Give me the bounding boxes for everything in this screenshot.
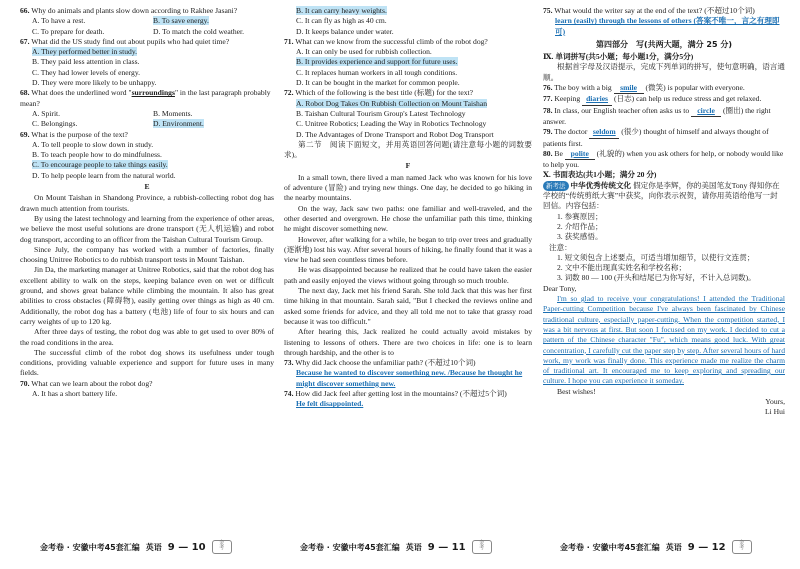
- part-heading: 第四部分 写(共两大题，满分 25 分): [595, 39, 732, 49]
- option-b[interactable]: B. It provides experience and support for future uses.: [296, 57, 458, 67]
- new-format-badge: 新考法: [543, 181, 569, 191]
- list-item: 3. 词数 80 — 100 (开头和结尾已为你写好，不计入总词数)。: [557, 273, 756, 283]
- passage-paragraph: After hearing this, Jack realized he could actually avoid mistakes by listening to lessons of others. There are two choices in life: one is to learn through hardship, and the other is to: [284, 327, 532, 357]
- logo-icon: 金 考: [472, 540, 492, 554]
- question-68: 68. What does the underlined word "surroundings" in the last paragraph probably mean?: [20, 88, 271, 108]
- passage-paragraph: On the way, Jack saw two paths: one familiar and well-traveled, and the other deserted and overgrown. He chose the unfamiliar path this time, thinking he might discover something new.: [284, 203, 532, 234]
- question-80: 80. Be polite (礼貌的) when you ask others for help, or nobody would like to help you.: [543, 148, 784, 170]
- footer-brand: 金考卷 · 安徽中考45套汇编: [40, 542, 140, 552]
- options-71: [284, 47, 532, 88]
- option-c[interactable]: C. To prepare for death.: [32, 26, 105, 36]
- question-74: 74. How did Jack feel after getting lost in the mountains? (不超过5个词): [284, 388, 507, 398]
- list-item: 2. 文中不能出现真实姓名和学校名称；: [557, 263, 687, 273]
- essay-answer[interactable]: I'm so glad to receive your congratulations! I attended the Traditional Paper-cutting Competition because I've always been fascinated by Chinese traditional culture, especially paper-cutting. When the competition started, I was a bit nervous at first. But soon I focused on my work. I decided to cut a pattern of the Chinese character "Fu", which means good luck. With great concentration, I carefully cut the paper step by step. After several hours of hard work, my work was finally done. This experience made me realize the charm of traditional art. It encouraged me to keep exploring and spreading our culture. I hope you can experience it someday.: [543, 294, 785, 386]
- option-a[interactable]: A. To have a rest.: [32, 16, 86, 26]
- option-c[interactable]: C. Belongings.: [32, 119, 78, 129]
- options-69: [20, 140, 274, 181]
- options-70-continued: [284, 6, 532, 37]
- passage-paragraph: On Mount Taishan in Shandong Province, a rubbish-collecting robot dog has drawn much attention from tourists.: [20, 193, 274, 213]
- question-73: 73. Why did Jack choose the unfamiliar path? (不超过10个词): [284, 358, 476, 368]
- option-b[interactable]: B. Taishan Cultural Tourism Group's Latest Technology: [296, 108, 466, 118]
- options-67: [20, 47, 274, 88]
- section-heading: Ⅸ. 单词拼写(共5小题；每小题1分，满分5分): [543, 52, 694, 62]
- blank-76[interactable]: smile: [614, 83, 644, 94]
- answer-74[interactable]: He felt disappointed.: [296, 399, 364, 409]
- page-number: 9 — 12: [687, 541, 726, 553]
- passage-letter: F: [405, 161, 411, 171]
- passage-paragraph: Jin Da, the marketing manager at Unitree Robotics, said that the robot dog has excellent ability to walk on the steps, keeping balance even on wet or difficult ground, and shows great balance while climbing the mountain. It also has great abilities to cross obstacles (障碍物), easily getting over things as high as 40 cm. Additionally, the robot dog has a battery (电池) life of four to six hours and can carry weights of up to 120 kg.: [20, 265, 274, 326]
- question-67: 67. What did the US study find out about pupils who had quiet time?: [20, 36, 230, 46]
- footer-subject: 英语: [145, 542, 162, 552]
- option-a[interactable]: A. It has a short battery life.: [32, 388, 118, 398]
- logo-icon: 金 考: [732, 540, 752, 554]
- footer-brand: 金考卷 · 安徽中考45套汇编: [560, 542, 660, 552]
- option-c[interactable]: C. To encourage people to take things easily.: [32, 160, 168, 170]
- column-left: [20, 6, 274, 399]
- footer-middle: [300, 540, 492, 554]
- writing-prompt: 新考法 中华优秀传统文化 假定你是李辉，你的美国笔友Tony 得知你在学校的“传统剪纸大赛”中获奖，向你表示祝贺，请你用英语给他写一封回信。内容包括：: [543, 180, 780, 211]
- column-right: [543, 6, 785, 418]
- section-instruction: 第二节 阅读下面短文，并用英语回答问题(请注意每小题的词数要求)。: [284, 139, 532, 160]
- blank-78[interactable]: circle: [691, 106, 721, 117]
- option-a[interactable]: A. Robot Dog Takes On Rubbish Collection on Mount Taishan: [296, 98, 488, 108]
- option-c[interactable]: C. It replaces human workers in all tough conditions.: [296, 67, 458, 77]
- logo-icon: 金 考: [212, 540, 232, 554]
- option-d[interactable]: D. To help people learn from the natural world.: [32, 170, 176, 180]
- letter-greeting: Dear Tony,: [543, 283, 577, 293]
- option-d[interactable]: D. It can be bought in the market for common people.: [296, 78, 460, 88]
- question-72: 72. Which of the following is the best title (标题) for the text?: [284, 88, 474, 98]
- passage-paragraph: Since July, the company has worked with a number of factories, finally choosing Unitree Robotics to do rubbish transport tests in Mount Taishan.: [20, 244, 274, 265]
- list-item: 2. 介绍作品；: [557, 221, 603, 231]
- question-70: 70. What can we learn about the robot dog?: [20, 378, 153, 388]
- blank-77[interactable]: diaries: [582, 94, 612, 105]
- blank-79[interactable]: seldom: [589, 127, 619, 138]
- options-68: [20, 109, 274, 130]
- footer-left: [40, 540, 232, 554]
- section-heading: Ⅹ. 书面表达(共1小题；满分 20 分): [543, 170, 657, 180]
- section-instruction: 根据首字母及汉语提示，完成下列单词的拼写，使句意明确，语言通顺。: [543, 62, 785, 82]
- option-a[interactable]: A. To tell people to slow down in study.: [32, 139, 154, 149]
- answer-73[interactable]: Because he wanted to discover something new. /Because he thought he might discover something new.: [296, 368, 523, 388]
- footer-subject: 英语: [405, 542, 422, 552]
- passage-paragraph: The next day, Jack met his friend Sarah. She told Jack that this was her first time hiking in that mountain. Sarah said, "But I checked the reviews online and asked some friends for advice, and they all told me not to take that grassy road because it was too difficult.": [284, 286, 532, 326]
- option-d[interactable]: D. The Advantages of Drone Transport and Robot Dog Transport: [296, 129, 494, 139]
- list-item: 1. 短文须包含上述要点，可适当增加细节，以使行文连贯；: [557, 252, 755, 262]
- passage-paragraph: In a small town, there lived a man named Jack who was known for his love of adventure (冒险) and trying new things. One day, he decided to go hiking in the nearby mountains.: [284, 172, 532, 203]
- footer-right: [560, 540, 752, 554]
- option-c[interactable]: C. They had lower levels of energy.: [32, 67, 141, 77]
- option-b[interactable]: B. It can carry heavy weights.: [296, 6, 387, 15]
- options-70: [20, 389, 274, 399]
- option-b[interactable]: B. To save energy.: [153, 16, 209, 26]
- options-72: [284, 99, 532, 140]
- column-middle: [284, 6, 532, 410]
- passage-paragraph: By using the latest technology and learning from the experience of other areas, we believe the most useful solutions are drone transport (无人机运输) and robot dog transport, according to an officer from the Taishan Cultural Tourism Group.: [20, 213, 274, 244]
- option-a[interactable]: A. They performed better in study.: [32, 47, 138, 57]
- option-b[interactable]: B. To teach people how to do mindfulness.: [32, 150, 162, 160]
- blank-80[interactable]: polite: [565, 149, 595, 160]
- letter-sign-yours: Yours,: [765, 396, 785, 406]
- option-c[interactable]: C. Unitree Robotics; Leading the Way in Robotics Technology: [296, 119, 487, 129]
- page-number: 9 — 10: [167, 541, 206, 553]
- passage-letter: E: [144, 182, 150, 192]
- option-d[interactable]: D. To match the cold weather.: [153, 26, 245, 36]
- options-66: [20, 16, 274, 37]
- option-d[interactable]: D. It keeps balance under water.: [296, 26, 394, 36]
- passage-paragraph: However, after walking for a while, he began to trip over trees and gradually (逐渐地) lost his way. After several hours of hiking, he finally found that it was a view he had seen countless times before.: [284, 234, 532, 265]
- passage-paragraph: The successful climb of the robot dog shows its usefulness under tough conditions, providing valuable experience and support for future uses in many fields.: [20, 347, 274, 378]
- option-a[interactable]: A. It can only be used for rubbish collection.: [296, 47, 432, 57]
- option-a[interactable]: A. Spirit.: [32, 108, 61, 118]
- option-b[interactable]: B. They paid less attention in class.: [32, 57, 140, 67]
- letter-sign-name: Li Hui: [764, 407, 785, 417]
- question-79: 79. The doctor seldom (很少) thought of himself and always thought of patients first.: [543, 127, 769, 148]
- prompt-points: [543, 212, 785, 243]
- passage-paragraph: He was disappointed because he realized that he could have taken the easier path and easily enjoyed the views without going through so much trouble.: [284, 265, 532, 285]
- footer-brand: 金考卷 · 安徽中考45套汇编: [300, 542, 400, 552]
- question-69: 69. What is the purpose of the text?: [20, 129, 128, 139]
- option-d[interactable]: D. They were more likely to be unhappy.: [32, 78, 157, 88]
- list-item: 3. 获奖感悟。: [557, 232, 603, 242]
- page-number: 9 — 11: [427, 541, 466, 553]
- option-d[interactable]: D. Environment.: [153, 119, 204, 129]
- list-item: 1. 参赛原因；: [557, 211, 603, 221]
- question-71: 71. What can we know from the successful climb of the robot dog?: [284, 36, 488, 46]
- question-66: 66. Why do animals and plants slow down according to Rakhee Jasani?: [20, 6, 238, 15]
- question-78: 78. In class, our English teacher often asks us to circle (圈出) the right answer.: [543, 105, 771, 126]
- question-76: 76. The boy with a big smile (微笑) is popular with everyone.: [543, 83, 785, 94]
- option-b[interactable]: B. Moments.: [153, 108, 193, 118]
- notes-title: 注意：: [549, 242, 572, 252]
- passage-paragraph: After three days of testing, the robot dog was able to get used to over 80% of the road conditions in the area.: [20, 327, 274, 347]
- notes: [543, 243, 785, 284]
- question-77: 77. Keeping diaries (日志) can help us reduce stress and get relaxed.: [543, 94, 785, 105]
- option-c[interactable]: C. It can fly as high as 40 cm.: [296, 16, 387, 26]
- answer-75[interactable]: learn (easily) through the lessons of others (答案不唯一，言之有理即可): [555, 16, 780, 36]
- footer-subject: 英语: [665, 542, 682, 552]
- question-75: 75. What would the writer say at the end of the text? (不超过10个词): [543, 6, 755, 15]
- letter-closing: Best wishes!: [557, 386, 596, 396]
